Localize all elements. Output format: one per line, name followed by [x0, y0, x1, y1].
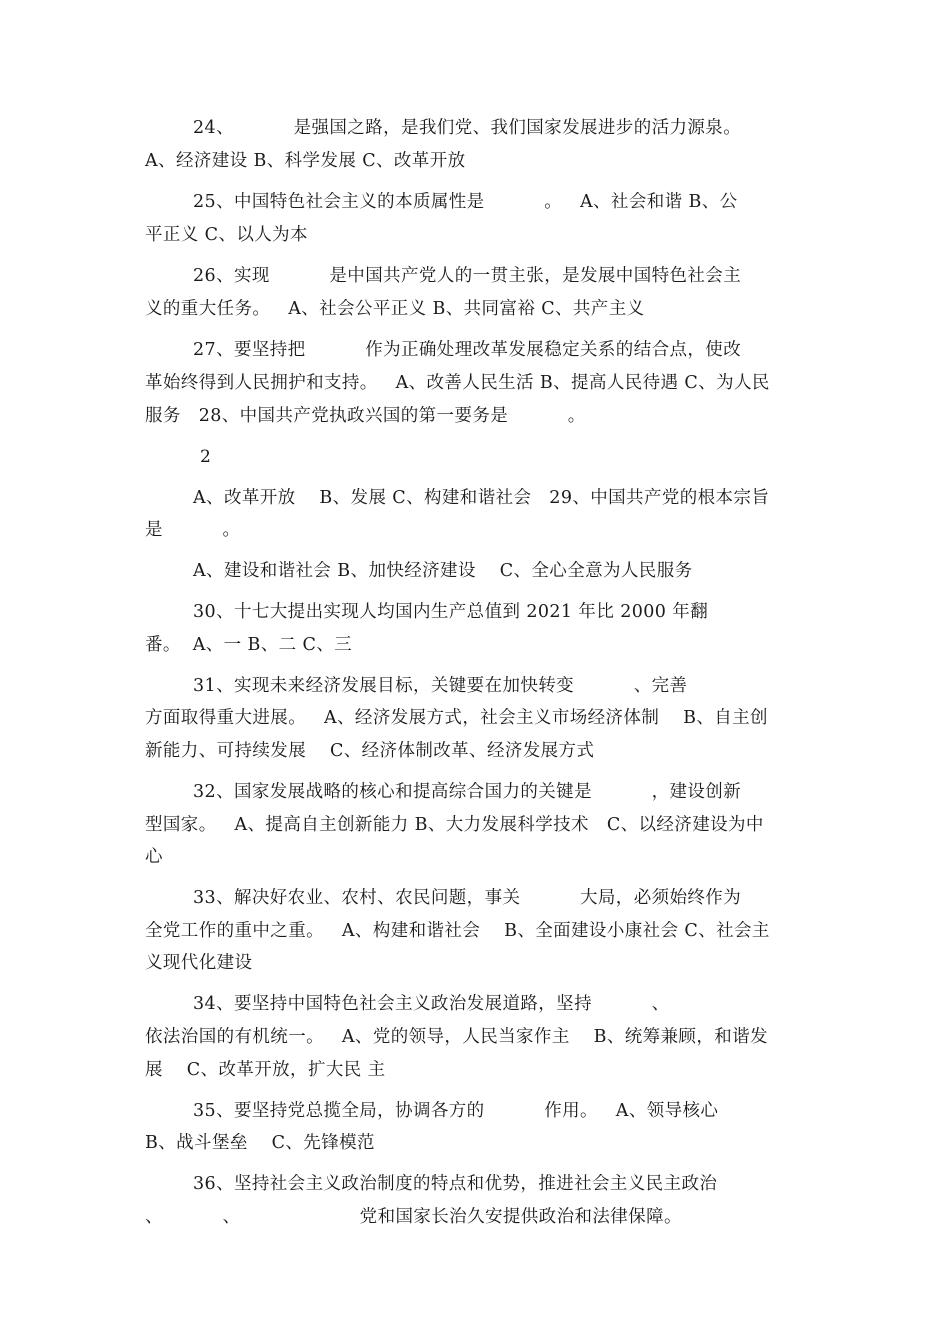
question-27-line-1: 27、要坚持把 作为正确处理改革发展稳定关系的结合点，使改 — [193, 340, 742, 360]
question-24-line-1: 24、 是强国之路，是我们党、我们国家发展进步的活力源泉。 — [193, 118, 742, 138]
question-35-line-1: 35、要坚持党总揽全局，协调各方的 作用。 A、领导核心 — [193, 1101, 719, 1121]
question-28-options: A、改革开放 B、发展 C、构建和谐社会 29、中国共产党的根本宗旨 — [193, 488, 770, 508]
question-34-line-2: 依法治国的有机统一。 A、党的领导，人民当家作主 B、统筹兼顾，和谐发 — [145, 1027, 768, 1047]
question-26-line-2: 义的重大任务。 A、社会公平正义 B、共同富裕 C、共产主义 — [145, 299, 645, 319]
question-25-line-1: 25、中国特色社会主义的本质属性是 。 A、社会和谐 B、公 — [193, 192, 738, 212]
question-29-line-2: 是 。 — [145, 520, 241, 540]
question-33-line-2: 全党工作的重中之重。 A、构建和谐社会 B、全面建设小康社会 C、社会主 — [145, 921, 770, 941]
question-31-line-3: 新能力、可持续发展 C、经济体制改革、经济发展方式 — [145, 741, 595, 761]
question-25-line-2: 平正义 C、以人为本 — [145, 225, 308, 245]
question-27-line-2: 革始终得到人民拥护和支持。 A、改善人民生活 B、提高人民待遇 C、为人民 — [145, 373, 770, 393]
question-32-line-1: 32、国家发展战略的核心和提高综合国力的关键是 ，建设创新 — [193, 782, 742, 802]
question-36-line-2: 、 、 党和国家长治久安提供政治和法律保障。 — [145, 1207, 682, 1227]
question-35-line-2: B、战斗堡垒 C、先锋模范 — [145, 1133, 375, 1153]
question-36-line-1: 36、坚持社会主义政治制度的特点和优势，推进社会主义民主政治 — [193, 1174, 718, 1194]
question-30-line-1: 30、十七大提出实现人均国内生产总值到 2021 年比 2000 年翻 — [193, 602, 709, 622]
question-24-options: A、经济建设 B、科学发展 C、改革开放 — [145, 151, 466, 171]
question-31-line-2: 方面取得重大进展。 A、经济发展方式，社会主义市场经济体制 B、自主创 — [145, 708, 768, 728]
question-34-line-1: 34、要坚持中国特色社会主义政治发展道路，坚持 、 — [193, 994, 670, 1014]
question-29-options: A、建设和谐社会 B、加快经济建设 C、全心全意为人民服务 — [193, 561, 693, 581]
question-33-line-3: 义现代化建设 — [145, 953, 253, 973]
question-26-line-1: 26、实现 是中国共产党人的一贯主张，是发展中国特色社会主 — [193, 266, 742, 286]
page-number: 2 — [200, 447, 211, 467]
question-31-line-1: 31、实现未来经济发展目标，关键要在加快转变 、完善 — [193, 676, 688, 696]
question-28-line-1: 服务 28、中国共产党执政兴国的第一要务是 。 — [145, 406, 586, 426]
question-32-line-3: 心 — [145, 847, 163, 867]
question-34-line-3: 展 C、改革开放，扩大民 主 — [145, 1060, 386, 1080]
question-30-line-2: 番。 A、一 B、二 C、三 — [145, 635, 353, 655]
question-33-line-1: 33、解决好农业、农村、农民问题，事关 大局，必须始终作为 — [193, 888, 742, 908]
question-32-line-2: 型国家。 A、提高自主创新能力 B、大力发展科学技术 C、以经济建设为中 — [145, 815, 764, 835]
